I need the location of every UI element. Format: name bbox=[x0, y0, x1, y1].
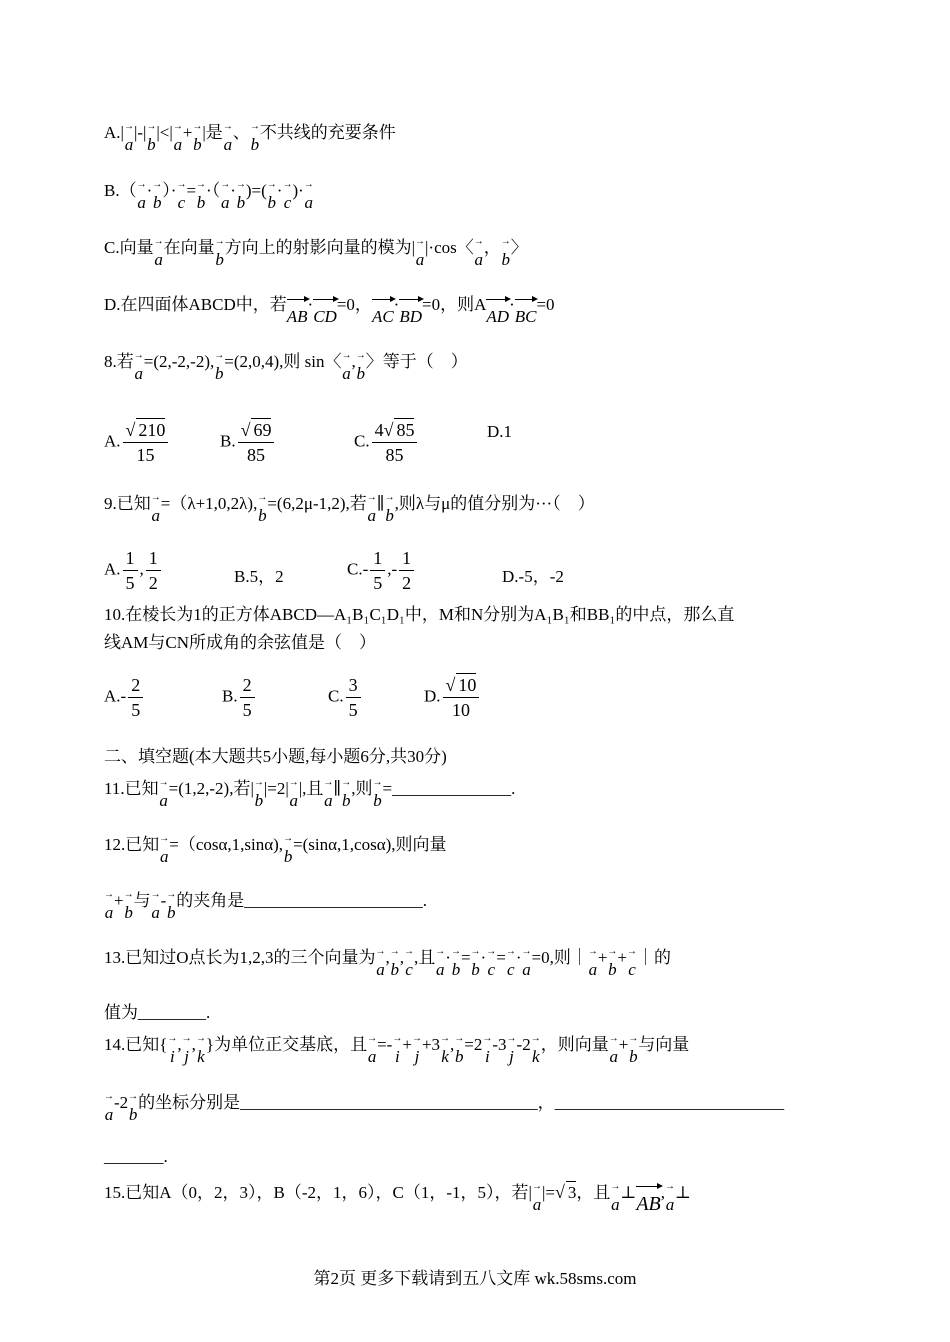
q9-option-d: D.-5，-2 bbox=[502, 567, 564, 586]
q10-option-b: B. $\frac{2}{5}$ bbox=[222, 673, 257, 722]
answer-blank: 的坐标分别是___________________________________，___________________________ bbox=[138, 1093, 785, 1112]
q7-option-b bbox=[104, 180, 850, 214]
vector-b: → b bbox=[146, 124, 156, 156]
text: =（λ+1,0,2λ), bbox=[160, 494, 258, 513]
text: )· bbox=[292, 181, 304, 200]
text: |-| bbox=[133, 123, 147, 142]
option-label: D.1 bbox=[487, 422, 513, 441]
vector-i: → i bbox=[392, 1036, 402, 1068]
q10-line-2: 线AM与CN所成角的余弦值是（ ） bbox=[104, 633, 377, 652]
q9-option-b: B.5，2 bbox=[234, 567, 284, 586]
vector-c: → c bbox=[506, 949, 516, 981]
vector-b: → b bbox=[454, 1036, 464, 1068]
text: ∥ bbox=[376, 494, 385, 513]
vector-bc: BC bbox=[515, 296, 537, 328]
denominator: 85 bbox=[385, 445, 404, 465]
text: + bbox=[182, 123, 193, 142]
q8-option-a bbox=[104, 418, 170, 467]
text: 不共线的充要条件 bbox=[259, 123, 396, 142]
vector-a: → a bbox=[376, 949, 386, 981]
vector-b: → b bbox=[373, 780, 383, 812]
fraction: $\frac{√ 69}{85}$ bbox=[238, 418, 275, 467]
radicand: 3 bbox=[567, 1183, 577, 1202]
vector-b: → b bbox=[451, 949, 461, 981]
vector-a: → a bbox=[159, 780, 169, 812]
vector-a: → a bbox=[154, 239, 164, 271]
vector-b: → b bbox=[628, 1036, 638, 1068]
vector-a: → a bbox=[151, 495, 161, 527]
vector-a: → a bbox=[367, 495, 377, 527]
text: =0 bbox=[536, 295, 555, 314]
vector-a: → a bbox=[159, 836, 169, 868]
q14-line-3: _______. bbox=[104, 1147, 168, 1166]
vector-b: → b bbox=[356, 353, 366, 385]
q12-line-2: → a+→ b与→ a-→ b的夹角是_____________________. bbox=[104, 890, 850, 924]
vector-c: → c bbox=[486, 949, 496, 981]
vector-b: → b bbox=[215, 239, 225, 271]
text: )=( bbox=[245, 181, 267, 200]
vector-b: → b bbox=[471, 949, 481, 981]
text: C.向量 bbox=[104, 238, 154, 257]
text: ,则λ与μ的值分别为···（ ） bbox=[394, 494, 595, 513]
vector-b: → b bbox=[250, 124, 260, 156]
q14-line-1: 14.已知{→ i,→ j,→ k}为单位正交基底，且→ a=-→ i+→ j+3→ k,→ b=2→ i-3→ j-2→ k，则向量→ a+→ b与向量 bbox=[104, 1034, 850, 1068]
vector-a: → a bbox=[289, 780, 299, 812]
q8-option-c bbox=[354, 418, 419, 467]
fraction: $\frac{2}{5}$ bbox=[128, 673, 143, 722]
text: · bbox=[307, 295, 314, 314]
q7-option-d bbox=[104, 294, 850, 328]
text: =(2,0,4),则 sin〈 bbox=[224, 352, 342, 371]
q9-stem bbox=[104, 493, 850, 527]
fraction: $\frac{1}{5}$ bbox=[370, 546, 385, 595]
text: =(6,2μ-1,2),若 bbox=[267, 494, 367, 513]
vector-a: → a bbox=[665, 1184, 675, 1216]
q13-line-1: 13.已知过O点长为1,2,3的三个向量为→ a,→ b,→ c,且→ a·→ b=→ b·→ c=→ c·→ a=0,则｜→ a+→ b+→ c｜的 bbox=[104, 947, 850, 981]
vector-a: → a bbox=[223, 124, 233, 156]
radicand: 210 bbox=[138, 420, 166, 440]
text: 方向上的射影向量的模为| bbox=[224, 238, 415, 257]
text: , bbox=[351, 352, 356, 371]
vector-bd: BD bbox=[399, 296, 422, 328]
q10-line-1: 10.在棱长为1的正方体ABCD—A₁B₁C₁D₁中，M和N分别为A₁B₁和BB₁的中点，那么直 bbox=[104, 605, 735, 624]
vector-a: → a bbox=[609, 1036, 619, 1068]
q10-option-c: C. $\frac{3}{5}$ bbox=[328, 673, 363, 722]
fraction: $\frac{2}{5}$ bbox=[240, 673, 255, 722]
text: · bbox=[230, 181, 236, 200]
vector-b: → b bbox=[192, 124, 202, 156]
vector-ac: AC bbox=[372, 296, 394, 328]
vector-ab: AB bbox=[636, 1183, 660, 1215]
vector-b: → b bbox=[254, 780, 264, 812]
vector-a: → a bbox=[588, 949, 598, 981]
vector-a: → a bbox=[610, 1184, 620, 1216]
answer-blank: =______________. bbox=[382, 779, 516, 798]
q8-option-b bbox=[220, 418, 276, 467]
text: 〉 bbox=[510, 238, 528, 257]
q8-option-d bbox=[487, 422, 512, 442]
text: 8.若 bbox=[104, 352, 134, 371]
vector-i: → i bbox=[167, 1036, 177, 1068]
fraction: $\frac{1}{5}$ bbox=[123, 546, 138, 595]
fraction: $\frac{1}{2}$ bbox=[399, 546, 414, 595]
vector-a: → a bbox=[173, 124, 183, 156]
option-label: A. bbox=[104, 431, 121, 451]
text: ·（ bbox=[206, 181, 221, 200]
vector-a: → a bbox=[137, 182, 147, 214]
vector-a: → a bbox=[304, 182, 314, 214]
fraction: $\frac{1}{2}$ bbox=[146, 546, 161, 595]
text: |<| bbox=[156, 123, 173, 142]
text: A.| bbox=[104, 123, 124, 142]
text: =0， bbox=[336, 295, 372, 314]
text: · bbox=[509, 295, 515, 314]
q11: 11.已知→ a=(1,2,-2),若|→ b|=2|→ a|,且→ a∥→ b,则→ b=______________. bbox=[104, 778, 850, 812]
section-heading: 二、填空题(本大题共5小题,每小题6分,共30分) bbox=[104, 747, 447, 766]
vector-a: → a bbox=[104, 892, 114, 924]
denominator: 15 bbox=[136, 445, 155, 465]
q13-line-2: 值为________. bbox=[104, 1003, 211, 1022]
text: 、 bbox=[232, 123, 250, 142]
vector-a: → a bbox=[341, 353, 351, 385]
q12-line-1: 12.已知→ a=（cosα,1,sinα),→ b=(sinα,1,cosα),则向量 bbox=[104, 834, 850, 868]
vector-b: → b bbox=[128, 1094, 138, 1126]
vector-b: → b bbox=[385, 495, 395, 527]
vector-j: → j bbox=[507, 1036, 517, 1068]
vector-a: → a bbox=[124, 124, 134, 156]
q10-option-a: A.- $\frac{2}{5}$ bbox=[104, 673, 145, 722]
vector-b: → b bbox=[283, 836, 293, 868]
vector-k: → k bbox=[196, 1036, 206, 1068]
vector-b: → b bbox=[607, 949, 617, 981]
radicand: 69 bbox=[253, 420, 272, 440]
vector-b: → b bbox=[236, 182, 246, 214]
vector-a: → a bbox=[367, 1036, 377, 1068]
text: ）· bbox=[162, 181, 177, 200]
vector-b: → b bbox=[166, 892, 176, 924]
vector-a: → a bbox=[323, 780, 333, 812]
vector-j: → j bbox=[182, 1036, 192, 1068]
text: =0，则A bbox=[422, 295, 487, 314]
vector-j: → j bbox=[412, 1036, 422, 1068]
q8-stem bbox=[104, 351, 850, 385]
vector-a: → a bbox=[151, 892, 161, 924]
vector-a: → a bbox=[435, 949, 445, 981]
q14-line-2: → a-2→ b的坐标分别是___________________________________，___________________________ bbox=[104, 1092, 850, 1126]
fraction: $\frac{3}{5}$ bbox=[346, 673, 361, 722]
vector-a: → a bbox=[521, 949, 531, 981]
text: |是 bbox=[202, 123, 223, 142]
q15: 15.已知A（0，2，3），B（-2，1，6），C（1，-1，5），若|→ a|=√ 3，且→ a⊥AB,→ a⊥ bbox=[104, 1181, 850, 1216]
text: D.在四面体ABCD中，若 bbox=[104, 295, 287, 314]
vector-k: → k bbox=[531, 1036, 541, 1068]
text: =(2,-2,-2), bbox=[143, 352, 215, 371]
vector-ab: AB bbox=[287, 296, 308, 328]
vector-b: → b bbox=[501, 239, 511, 271]
vector-c: → c bbox=[627, 949, 637, 981]
vector-c: → c bbox=[404, 949, 414, 981]
option-label: B. bbox=[220, 431, 236, 451]
text: ， bbox=[483, 238, 501, 257]
vector-b: → b bbox=[267, 182, 277, 214]
vector-ad: AD bbox=[486, 296, 509, 328]
fraction: $\frac{√ 210}{15}$ bbox=[123, 418, 169, 467]
q7-option-c bbox=[104, 237, 850, 271]
vector-b: → b bbox=[341, 780, 351, 812]
fraction: $\frac{√ 10}{10}$ bbox=[443, 673, 480, 722]
vector-a: → a bbox=[220, 182, 230, 214]
denominator: 85 bbox=[247, 445, 266, 465]
text: · bbox=[393, 295, 400, 314]
vector-cd: CD bbox=[313, 296, 337, 328]
page-footer: 第2页 更多下载请到五八文库 wk.58sms.com bbox=[313, 1269, 637, 1288]
vector-a: → a bbox=[532, 1184, 542, 1216]
q9-option-c: C.- $\frac{1}{5}$ ,- $\frac{1}{2}$ bbox=[347, 546, 416, 595]
vector-c: → c bbox=[282, 182, 292, 214]
text: · bbox=[276, 181, 283, 200]
text: 9.已知 bbox=[104, 494, 151, 513]
vector-c: → c bbox=[176, 182, 186, 214]
vector-a: → a bbox=[134, 353, 144, 385]
vector-b: → b bbox=[124, 892, 134, 924]
vector-b: → b bbox=[152, 182, 162, 214]
answer-blank: 的夹角是_____________________. bbox=[176, 891, 428, 910]
vector-k: → k bbox=[440, 1036, 450, 1068]
text: · bbox=[146, 181, 153, 200]
text: B.（ bbox=[104, 181, 137, 200]
q10-option-d: D. $\frac{√ 10}{10}$ bbox=[424, 673, 481, 722]
radicand: 85 bbox=[396, 420, 415, 440]
q9-option-a: A. $\frac{1}{5}$ , $\frac{1}{2}$ bbox=[104, 546, 163, 595]
vector-b: → b bbox=[390, 949, 400, 981]
q7-option-a bbox=[104, 122, 850, 156]
vector-a: → a bbox=[415, 239, 425, 271]
vector-a: → a bbox=[104, 1094, 114, 1126]
vector-a: → a bbox=[474, 239, 484, 271]
option-label: C. bbox=[354, 431, 370, 451]
vector-i: → i bbox=[482, 1036, 492, 1068]
text: 〉等于（ ） bbox=[365, 352, 468, 371]
vector-b: → b bbox=[214, 353, 224, 385]
fraction: $\frac{4√ 85}{85}$ bbox=[372, 418, 418, 467]
vector-b: → b bbox=[257, 495, 267, 527]
vector-b: → b bbox=[196, 182, 206, 214]
text: = bbox=[186, 181, 197, 200]
text: |·cos〈 bbox=[425, 238, 474, 257]
text: 在向量 bbox=[163, 238, 215, 257]
